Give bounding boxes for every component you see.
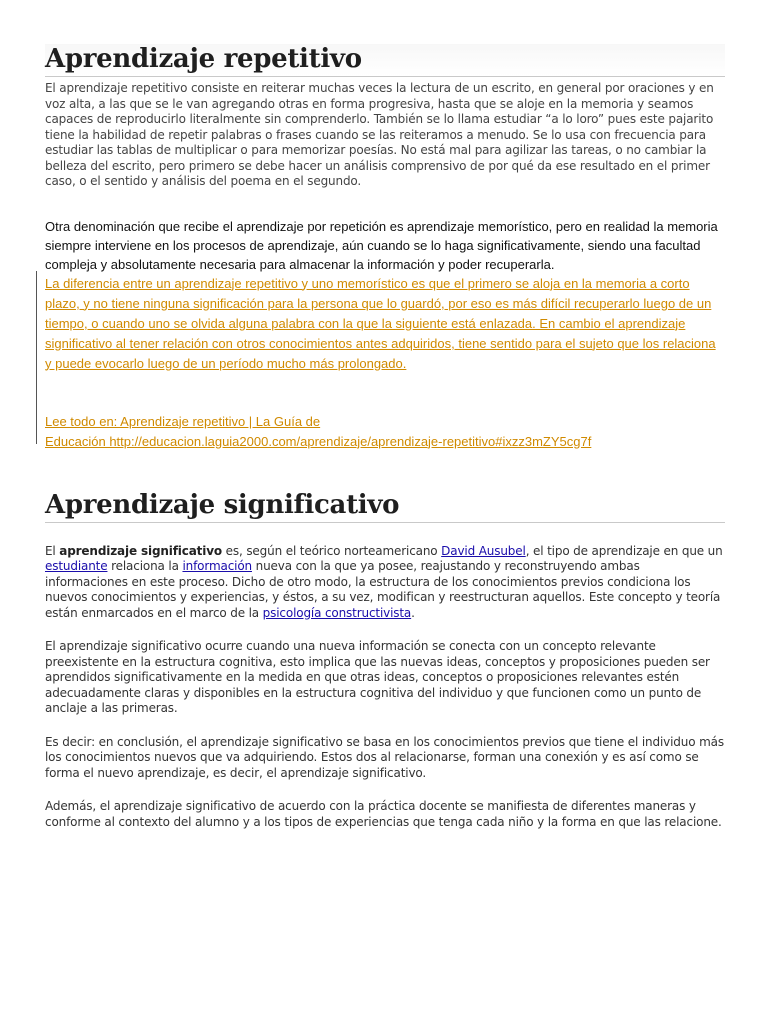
link-david-ausubel[interactable]: David Ausubel: [441, 543, 526, 558]
text-run: .: [411, 605, 415, 620]
text-run: , el tipo de aprendizaje en que un: [525, 543, 723, 558]
paragraph-conclusion: Es decir: en conclusión, el aprendizaje significativo se basa en los conocimientos previos que tiene el individuo más los conocimientos nuevos que va adquiriendo. Estos dos al relacionarse, forman una conexión y es así como se forma el nuevo aprendizaje, es decir, el aprendizaje significativo.: [45, 734, 724, 780]
read-more-link-line2[interactable]: Educación http://educacion.laguia2000.com/aprendizaje/aprendizaje-repetitivo#ixzz3mZY5cg7f: [45, 433, 592, 449]
paragraph-significativo-definition: [45, 544, 725, 622]
quoted-block: [45, 274, 725, 452]
bold-term: aprendizaje significativo: [59, 543, 222, 558]
document-page: [45, 44, 725, 830]
text-run: El: [45, 543, 60, 558]
text-run: relaciona la: [107, 559, 183, 573]
read-more-link-line1[interactable]: Lee todo en: Aprendizaje repetitivo | La Guía de: [45, 413, 321, 429]
quote-link-text[interactable]: La diferencia entre un aprendizaje repetitivo y uno memorístico es que el primero se aloja en la memoria a corto plazo, y no tiene ninguna significación para la persona que lo guardó, por eso es más difícil recuperarlo luego de un tiempo, o cuando uno se olvida alguna palabra con la que la siguiente está enlazada. En cambio el aprendizaje significativo al tener relación con otros conocimientos antes adquiridos, tiene sentido para el sujeto que los relaciona y puede evocarlo luego de un período mucho más prolongado.: [45, 275, 716, 371]
section-title-significativo: Aprendizaje significativo: [45, 490, 725, 523]
paragraph-repetitivo-definition: El aprendizaje repetitivo consiste en reiterar muchas veces la lectura de un escrito, en general por oraciones y en voz alta, a las que se le van agregando otras en forma progresiva, hasta que se aloje en la memoria y seamos capaces de reproducirlo literalmente sin comprenderlo. También se lo llama estudiar “a lo loro” pues este pajarito tiene la habilidad de repetir palabras o frases cuando se las reiteramos a menudo. Se lo usa con frecuencia para estudiar las tablas de multiplicar o para memorizar poesías. No está mal para agilizar las tareas, o no cambiar la belleza del escrito, pero primero se debe hacer un análisis comprensivo de por qué da ese resultado en el primer caso, o el sentido y análisis del poema en el segundo.: [45, 81, 714, 188]
text-run: nueva con la que ya posee, reajustando y reconstruyendo ambas informaciones en este proceso. Dicho de otro modo, la estructura de los conocimientos previos condiciona los nuevos conocimientos y experiencias, y éstos, a su vez, modifican y reestructuran aquellos. Este concepto y teoría están enmarcados en el marco de la: [45, 559, 721, 620]
link-informacion[interactable]: información: [182, 559, 252, 573]
link-psicologia-constructivista[interactable]: psicología constructivista: [262, 605, 412, 620]
paragraph-nueva-informacion: El aprendizaje significativo ocurre cuando una nueva información se conecta con un concepto relevante preexistente en la estructura cognitiva, esto implica que las nuevas ideas, conceptos y proposiciones pueden ser aprendidos significativamente en la medida en que otras ideas, conceptos o proposiciones relevantes estén adecuadamente claras y disponibles en la estructura cognitiva del individuo y que funcionen como un punto de anclaje a las primeras.: [45, 639, 710, 715]
text-run: es, según el teórico norteamericano: [222, 543, 442, 558]
paragraph-memoristico: Otra denominación que recibe el aprendizaje por repetición es aprendizaje memorístico, pero en realidad la memoria siempre interviene en los procesos de aprendizaje, aún cuando se lo haga significativamente, siendo una facultad compleja y absolutamente necesaria para almacenar la información y poder recuperarla.: [45, 218, 718, 272]
section-title-repetitivo: Aprendizaje repetitivo: [45, 44, 725, 77]
paragraph-practica-docente: Además, el aprendizaje significativo de acuerdo con la práctica docente se manifiesta de diferentes maneras y conforme al contexto del alumno y a los tipos de experiencias que tenga cada niño y la forma en que las relacione.: [45, 799, 722, 829]
link-estudiante[interactable]: estudiante: [45, 559, 108, 573]
